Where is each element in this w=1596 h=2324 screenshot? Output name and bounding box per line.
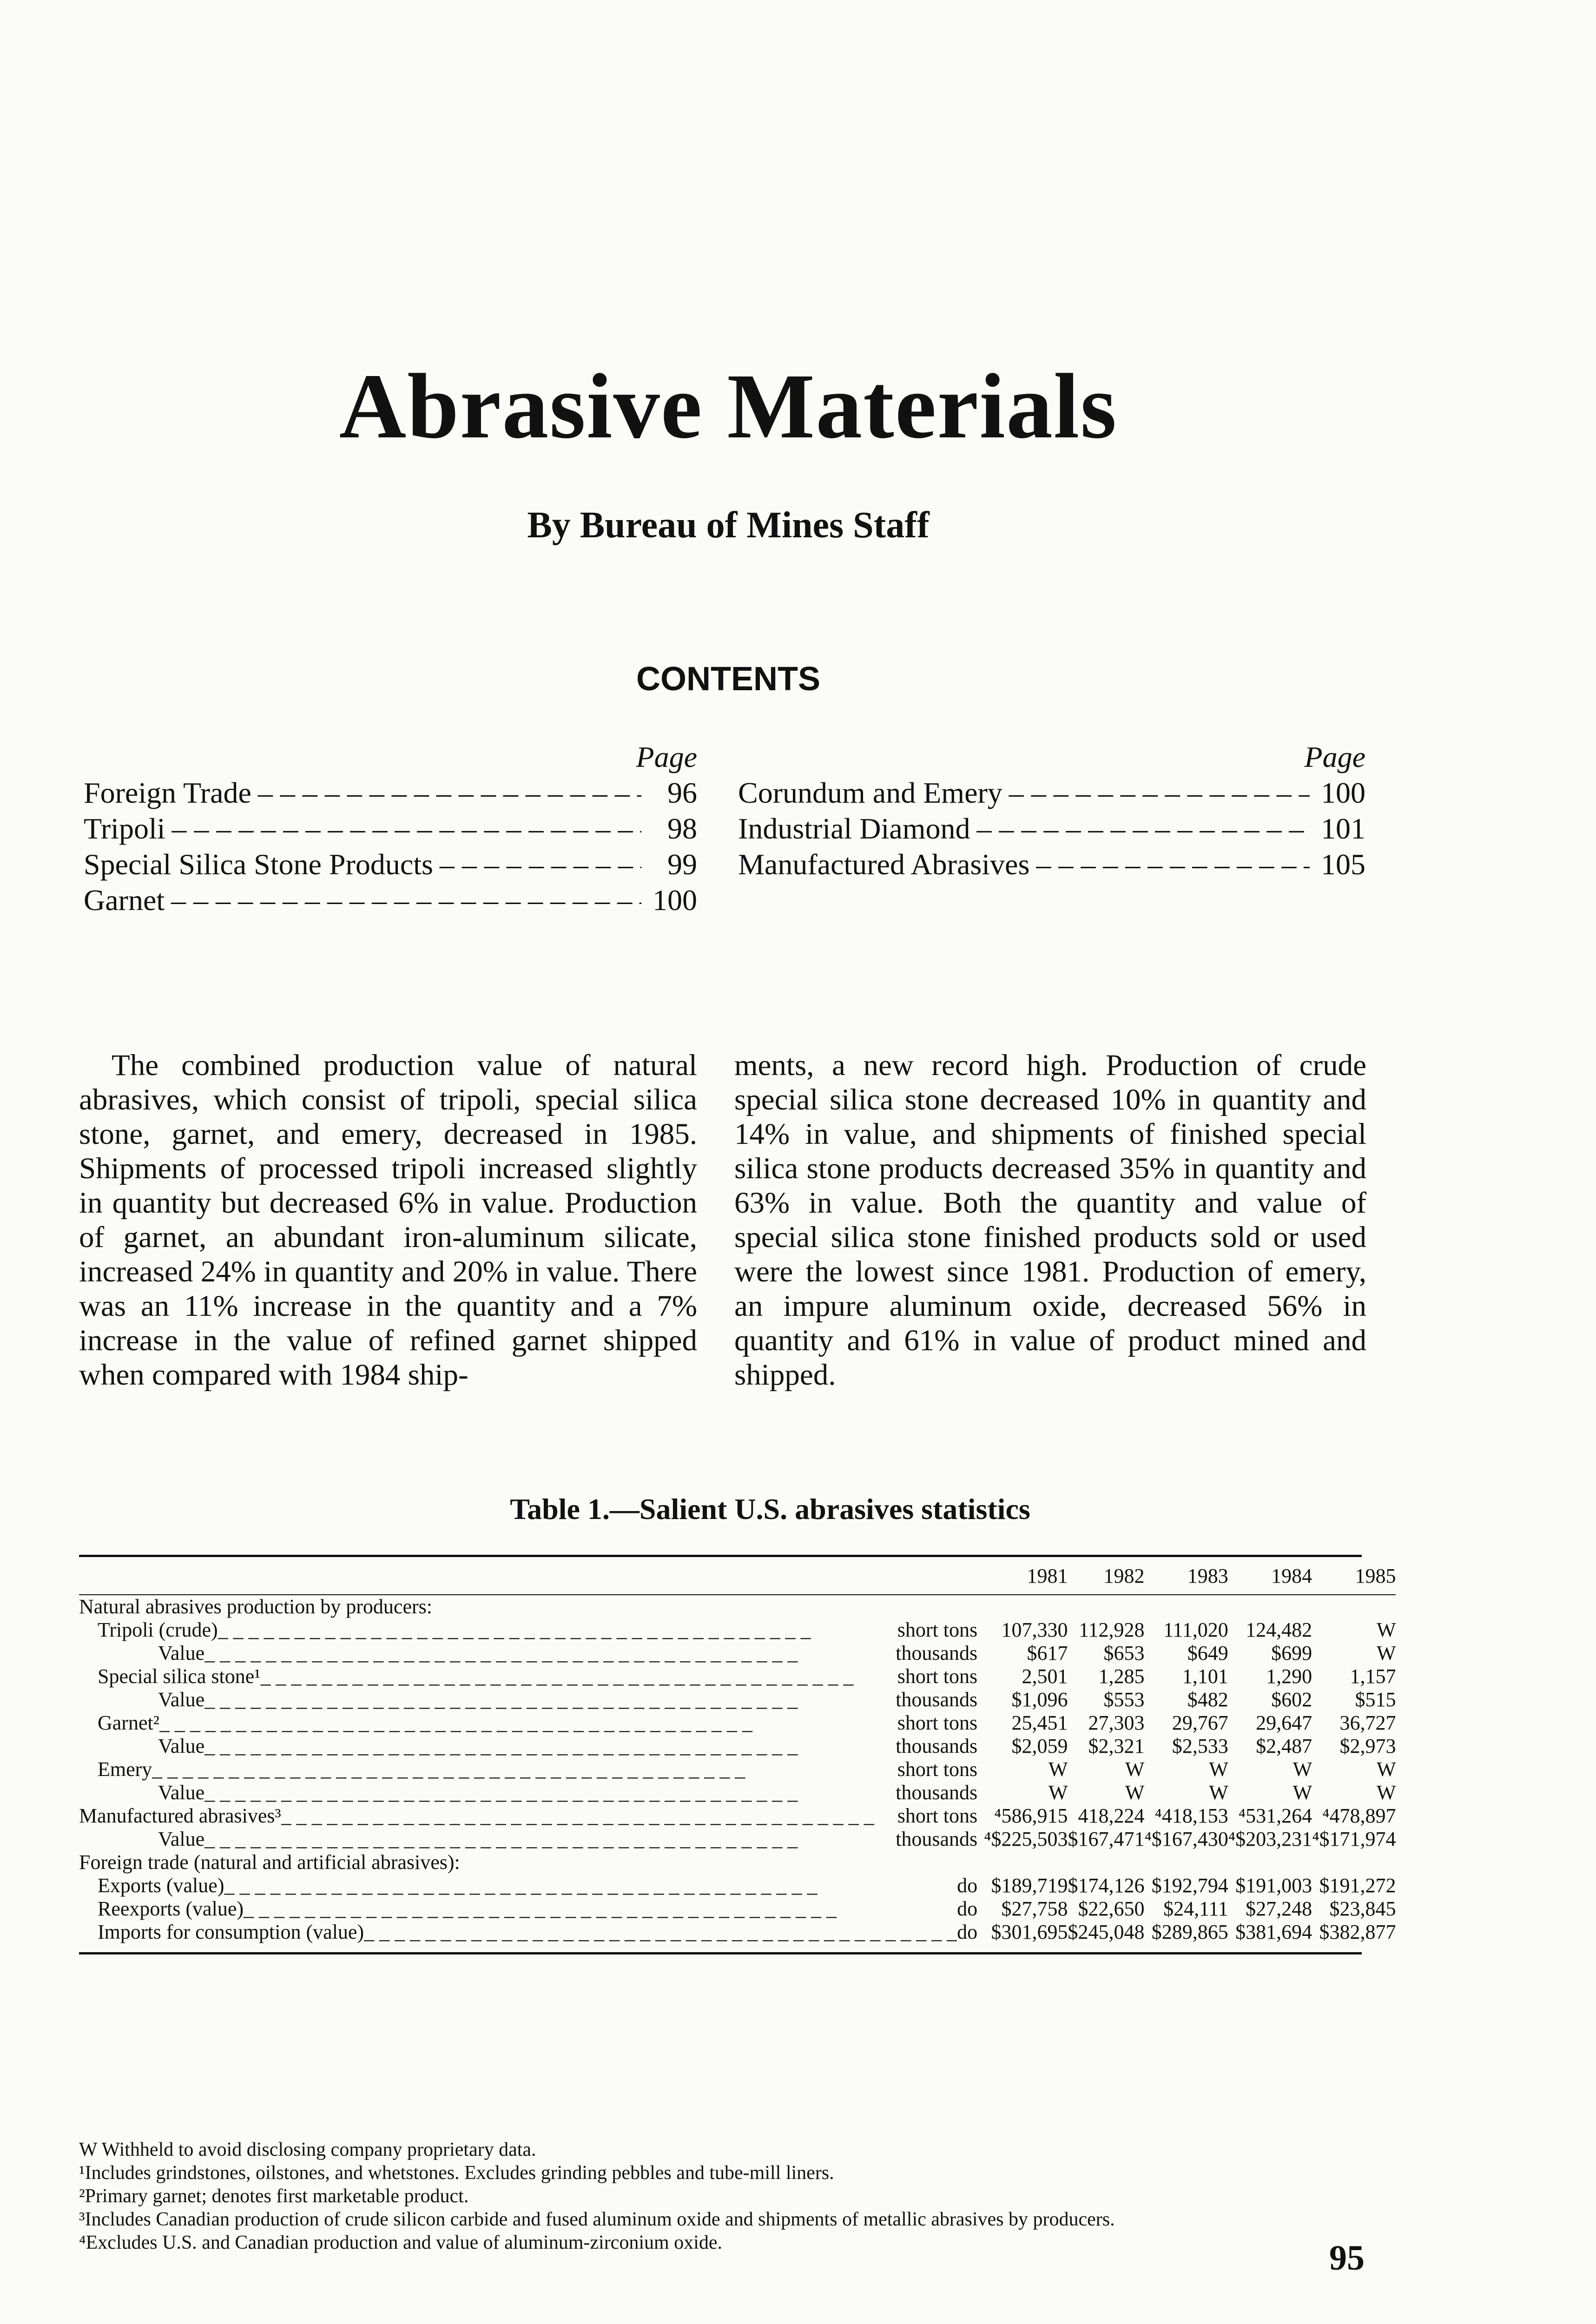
table-row: [79, 1897, 1396, 1921]
table-cell: $515: [1355, 1688, 1396, 1711]
row-unit: thousands: [896, 1688, 978, 1711]
table-cell: 111,020: [1163, 1618, 1228, 1641]
body-text-right-column: ments, a new record high. Production of crude special silica stone decreased 10% in quantity and 14% in value, and shipments of finished special silica stone products decreased 35% in quantity and 63% in value. Both the quantity and value of special silica stone finished products sold or used were the lowest since 1981. Production of emery, an impure aluminum oxide, decreased 56% in quantity and 61% in value of product mined and shipped.: [734, 1049, 1366, 1392]
toc-entry-label: Tripoli: [84, 812, 165, 845]
toc-entry-label: Manufactured Abrasives: [738, 848, 1030, 881]
row-unit: short tons: [897, 1758, 978, 1781]
table-row: [79, 1874, 1396, 1897]
row-label-cell: [79, 1828, 984, 1851]
toc-page-header: Page: [636, 740, 697, 773]
row-leader: [159, 1711, 897, 1735]
row-label: Value: [158, 1688, 205, 1711]
row-unit: thousands: [896, 1735, 978, 1757]
toc-entry-page: 98: [667, 812, 697, 845]
row-label-cell: [79, 1851, 984, 1874]
table-cell: ⁴418,153: [1154, 1804, 1228, 1827]
row-leader: [218, 1618, 897, 1642]
table-caption: Table 1.—Salient U.S. abrasives statistics: [510, 1492, 1030, 1525]
table-cell: W: [1048, 1758, 1068, 1781]
table-row: [79, 1711, 1396, 1735]
column-header: 1983: [1187, 1565, 1228, 1587]
row-label: Tripoli (crude): [98, 1618, 218, 1641]
table-cell: ⁴$167,430: [1144, 1828, 1228, 1850]
table-cell: $2,973: [1339, 1735, 1396, 1757]
table-cell: $2,533: [1172, 1735, 1228, 1757]
row-label-cell: [79, 1595, 984, 1618]
row-label: Value: [158, 1735, 205, 1757]
table-cell: $2,487: [1256, 1735, 1312, 1757]
row-unit: do: [957, 1874, 978, 1897]
table-cell: $699: [1271, 1642, 1312, 1664]
table-cell: 1,285: [1098, 1665, 1145, 1688]
table-cell: [1144, 1851, 1228, 1874]
toc-entry: [84, 775, 697, 811]
table-cell: $381,694: [1235, 1921, 1312, 1943]
toc-entry: [84, 811, 697, 846]
toc-entry: [738, 846, 1365, 882]
toc-leader: [970, 811, 1310, 846]
row-label: Value: [158, 1828, 205, 1850]
table-cell: $289,865: [1151, 1921, 1228, 1943]
table-cell: 1,157: [1350, 1665, 1396, 1688]
toc-entry-label: Foreign Trade: [84, 776, 251, 809]
row-leader: [204, 1735, 896, 1758]
table-row: [79, 1735, 1396, 1758]
row-label-cell: [79, 1642, 984, 1665]
table-cell: [1228, 1595, 1312, 1618]
toc-entry-page: 99: [667, 848, 697, 881]
table-cell: W: [1125, 1781, 1145, 1804]
table-cell: 25,451: [1011, 1711, 1068, 1734]
toc-entry-label: Corundum and Emery: [738, 776, 1002, 809]
row-label: Imports for consumption (value): [98, 1921, 364, 1943]
table-cell: 107,330: [1001, 1618, 1068, 1641]
table-cell: $301,695: [991, 1921, 1068, 1943]
page-title: Abrasive Materials: [339, 355, 1118, 458]
row-leader: [364, 1921, 957, 1944]
table-cell: $482: [1187, 1688, 1228, 1711]
toc-leader: [165, 882, 641, 918]
toc-entry-page: 100: [653, 884, 697, 917]
table-cell: [1312, 1851, 1396, 1874]
table-cell: 27,303: [1088, 1711, 1145, 1734]
row-leader: [260, 1665, 897, 1688]
table-cell: $24,111: [1163, 1897, 1228, 1920]
table-cell: 418,224: [1078, 1804, 1145, 1827]
row-label: Value: [158, 1642, 205, 1664]
column-header: 1981: [1027, 1565, 1068, 1587]
footnote: W Withheld to avoid disclosing company proprietary data.: [79, 2139, 536, 2160]
row-label-cell: [79, 1897, 984, 1921]
body-text-left-column: The combined production value of natural abrasives, which consist of tripoli, special silica stone, garnet, and emery, decreased in 1985. Shipments of processed tripoli increased slightly in quantity but decreased 6% in value. Production of garnet, an abundant iron-aluminum silicate, increased 24% in quantity and 20% in value. There was an 11% increase in the quantity and a 7% increase in the value of refined garnet shipped when compared with 1984 ship-: [79, 1049, 697, 1392]
table-bottom-rule: [79, 1952, 1362, 1954]
row-label-cell: [79, 1735, 984, 1758]
row-leader: [204, 1688, 896, 1711]
table-row: [79, 1595, 1396, 1618]
row-label: Garnet²: [98, 1711, 159, 1734]
row-label-cell: [79, 1618, 984, 1642]
row-unit: short tons: [897, 1804, 978, 1827]
table-row: [79, 1758, 1396, 1781]
table-cell: $602: [1271, 1688, 1312, 1711]
toc-leader: [433, 846, 641, 882]
toc-left-column: [84, 739, 697, 918]
table-cell: [1068, 1595, 1144, 1618]
row-label: Value: [158, 1781, 205, 1804]
toc-entry-label: Garnet: [84, 884, 165, 917]
table-row: [79, 1804, 1396, 1828]
toc-page-header: Page: [1304, 740, 1365, 773]
table-cell: W: [1125, 1758, 1145, 1781]
row-leader: [204, 1642, 896, 1665]
row-label-cell: [79, 1921, 984, 1944]
table-cell: $2,321: [1088, 1735, 1145, 1757]
toc-entry: [84, 846, 697, 882]
table-row: [79, 1921, 1396, 1944]
row-label: Foreign trade (natural and artificial abrasives):: [79, 1851, 460, 1874]
table-cell: W: [1376, 1642, 1396, 1664]
table-row: [79, 1665, 1396, 1688]
toc-entry: [738, 811, 1365, 846]
table-cell: $553: [1103, 1688, 1145, 1711]
toc-entry: [84, 882, 697, 918]
table-cell: 1,101: [1182, 1665, 1228, 1688]
row-unit: thousands: [896, 1828, 978, 1850]
table-cell: $653: [1103, 1642, 1145, 1664]
row-label-cell: [79, 1804, 984, 1828]
contents-heading: CONTENTS: [636, 660, 820, 698]
row-label: Exports (value): [98, 1874, 224, 1897]
header-blank: [79, 1557, 984, 1594]
table-cell: $191,272: [1319, 1874, 1396, 1897]
table-cell: 29,767: [1172, 1711, 1228, 1734]
row-label-cell: [79, 1665, 984, 1688]
table-cell: ⁴531,264: [1238, 1804, 1312, 1827]
table-cell: $191,003: [1235, 1874, 1312, 1897]
column-header: 1985: [1355, 1565, 1396, 1587]
row-leader: [281, 1804, 897, 1828]
table-cell: 2,501: [1022, 1665, 1068, 1688]
statistics-table: [79, 1557, 1396, 1944]
table-cell: 112,928: [1079, 1618, 1145, 1641]
table-cell: W: [1376, 1618, 1396, 1641]
row-label: Manufactured abrasives³: [79, 1804, 281, 1827]
table-cell: $27,248: [1246, 1897, 1312, 1920]
row-unit: do: [957, 1897, 978, 1920]
row-unit: short tons: [897, 1665, 978, 1688]
table-row: [79, 1688, 1396, 1711]
row-label-cell: [79, 1688, 984, 1711]
table-cell: ⁴$171,974: [1312, 1828, 1396, 1850]
table-row: [79, 1618, 1396, 1642]
table-cell: $617: [1027, 1642, 1068, 1664]
table-cell: $2,059: [1011, 1735, 1068, 1757]
table-cell: ⁴586,915: [994, 1804, 1068, 1827]
toc-entry-label: Special Silica Stone Products: [84, 848, 433, 881]
table-cell: ⁴478,897: [1322, 1804, 1396, 1827]
toc-entry-page: 105: [1321, 848, 1365, 881]
row-label: Special silica stone¹: [98, 1665, 261, 1688]
table-cell: W: [1376, 1781, 1396, 1804]
table-cell: $245,048: [1068, 1921, 1145, 1943]
table-cell: $192,794: [1151, 1874, 1228, 1897]
table-cell: 1,290: [1266, 1665, 1312, 1688]
row-unit: short tons: [897, 1618, 978, 1641]
table-cell: ⁴$203,231: [1228, 1828, 1312, 1850]
table-cell: ⁴$225,503: [984, 1828, 1068, 1850]
row-label-cell: [79, 1781, 984, 1804]
byline: By Bureau of Mines Staff: [527, 505, 930, 546]
table-cell: [984, 1595, 1068, 1618]
table-cell: $174,126: [1068, 1874, 1145, 1897]
table-cell: $22,650: [1078, 1897, 1145, 1920]
row-label-cell: [79, 1874, 984, 1897]
table-row: [79, 1828, 1396, 1851]
table-cell: $189,719: [991, 1874, 1068, 1897]
footnote: ⁴Excludes U.S. and Canadian production and value of aluminum-zirconium oxide.: [79, 2232, 722, 2253]
toc-leader: [1002, 775, 1310, 811]
row-label-cell: [79, 1758, 984, 1781]
table-cell: $167,471: [1068, 1828, 1145, 1850]
row-leader: [152, 1758, 897, 1781]
row-leader: [204, 1828, 896, 1851]
table-cell: $1,096: [1011, 1688, 1068, 1711]
toc-entry-page: 100: [1321, 776, 1365, 809]
toc-entry-page: 96: [667, 776, 697, 809]
table-cell: [984, 1851, 1068, 1874]
salient-statistics-table: [79, 1555, 1396, 1954]
table-cell: W: [1048, 1781, 1068, 1804]
row-leader: [224, 1874, 957, 1897]
table-cell: W: [1209, 1781, 1228, 1804]
table-footnotes: [79, 2138, 1362, 2254]
table-cell: [1144, 1595, 1228, 1618]
table-cell: [1068, 1851, 1144, 1874]
table-cell: 124,482: [1246, 1618, 1312, 1641]
toc-entry: [738, 775, 1365, 811]
table-cell: W: [1293, 1758, 1312, 1781]
row-leader: [244, 1897, 957, 1921]
toc-entry-page: 101: [1321, 812, 1365, 845]
row-label-cell: [79, 1711, 984, 1735]
footnote: ¹Includes grindstones, oilstones, and whetstones. Excludes grinding pebbles and tube-mill liners.: [79, 2162, 834, 2184]
table-cell: W: [1376, 1758, 1396, 1781]
row-label: Reexports (value): [98, 1897, 244, 1920]
table-cell: W: [1209, 1758, 1228, 1781]
table-cell: [1312, 1595, 1396, 1618]
column-header: 1982: [1103, 1565, 1145, 1587]
table-row: [79, 1851, 1396, 1874]
row-unit: thousands: [896, 1642, 978, 1664]
footnote: ²Primary garnet; denotes first marketable product.: [79, 2185, 469, 2207]
table-cell: 36,727: [1339, 1711, 1396, 1734]
toc-leader: [251, 775, 641, 811]
page-number: 95: [1329, 2238, 1365, 2278]
row-leader: [204, 1781, 896, 1804]
table-cell: W: [1293, 1781, 1312, 1804]
table-cell: $382,877: [1319, 1921, 1396, 1943]
row-unit: do: [957, 1921, 978, 1943]
footnote: ³Includes Canadian production of crude silicon carbide and fused aluminum oxide and shipments of metallic abrasives by producers.: [79, 2209, 1115, 2230]
toc-entry-label: Industrial Diamond: [738, 812, 970, 845]
table-cell: [1228, 1851, 1312, 1874]
toc-leader: [1029, 846, 1310, 882]
row-label: Emery: [98, 1758, 152, 1781]
table-cell: $23,845: [1329, 1897, 1396, 1920]
table-header-row: [79, 1557, 1396, 1594]
table-row: [79, 1781, 1396, 1804]
row-unit: short tons: [897, 1711, 978, 1734]
row-unit: thousands: [896, 1781, 978, 1804]
table-cell: $649: [1187, 1642, 1228, 1664]
table-body: [79, 1594, 1396, 1944]
row-label: Natural abrasives production by producers:: [79, 1595, 432, 1618]
table-cell: 29,647: [1256, 1711, 1312, 1734]
toc-right-column: [738, 739, 1365, 882]
table-row: [79, 1642, 1396, 1665]
toc-leader: [165, 811, 642, 846]
table-cell: $27,758: [1001, 1897, 1068, 1920]
column-header: 1984: [1271, 1565, 1312, 1587]
